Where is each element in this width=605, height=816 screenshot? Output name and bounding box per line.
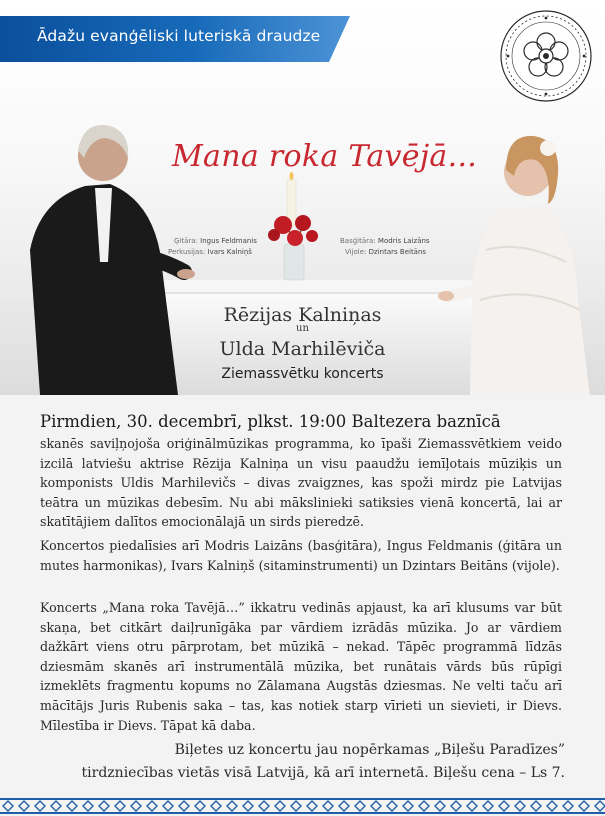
artist-name-2: Ulda Marhilēviča: [219, 338, 386, 360]
rose-rosette-emblem-icon: [498, 8, 594, 104]
concert-subtitle: Ziemassvētku koncerts: [221, 366, 384, 382]
ticket-info-line-2: tirdzniecības vietās visā Latvijā, kā arī internetā. Biļešu cena – Ls 7.: [81, 765, 565, 781]
credit-percussion: Perkusijas: Ivars Kalniņš: [168, 248, 252, 256]
paragraph-description: Koncerts „Mana roka Tavējā…” ikkatru vedinās apjaust, ka arī klusums var būt skaņa, bet citkārt daiļrunīgāka par vārdiem izrādās mūzika. Jo ar vārdiem dažkārt viens otru pārprotam, bet mūzikā – nekad. Tāpēc programmā līdzās dziesmām skanēs arī instrumentālā mūzika, bet runātais vārds būs rūpīgi izmeklēts fragmentu kopums no Zālamana Augstās dziesmas. Ne velti taču arī mācītājs Juris Rubenis saka – tas, kas notiek starp vīrieti un sievieti, ir Dievs. Mīlestība ir Dievs. Tāpat kā daba.: [40, 600, 562, 733]
organization-name: Ādažu evanģēliski luteriskā draudze: [37, 27, 321, 45]
credit-guitar: Ģitāra: Ingus Feldmanis: [174, 237, 257, 245]
folk-ornament-border: [0, 795, 605, 816]
poster-photo: [0, 0, 605, 395]
artist-name-1: Rēzijas Kalniņas: [223, 304, 382, 326]
ticket-info: [25, 739, 565, 785]
paragraph-performers: Koncertos piedalīsies arī Modris Laizāns (basģitāra), Ingus Feldmanis (ģitāra un mutes harmonikas), Ivars Kalniņš (sitaminstrumenti) un Dzintars Beitāns (vijole).: [40, 538, 562, 573]
paragraph-intro: skanēs saviļņojoša oriģinālmūzikas programma, ko īpaši Ziemassvētkiem veido izcilā latviešu aktrise Rēzija Kalniņa un visu paaudžu iemīļotais mūziķis un komponists Uldis Marhilevičs – divas zvaigznes, kas spoži mirdz pie Latvijas teātra un mūzikas debesīm. Nu abi mākslinieki satiksies vienā koncertā, lai ar skatītājiem dalītos emocionālajā un sirds pieredzē.: [40, 436, 562, 530]
ticket-info-line-1: Biļetes uz koncertu jau nopērkamas „Biļešu Paradīzes”: [174, 742, 565, 758]
artist-connector: un: [296, 323, 309, 334]
concert-title: Mana roka Tavējā...: [172, 139, 478, 174]
credit-bass: Basģitāra: Modris Laizāns: [340, 237, 430, 245]
event-headline: Pirmdien, 30. decembrī, plkst. 19:00 Baltezera baznīcā: [40, 412, 501, 431]
credit-violin: Vijole: Dzintars Beitāns: [345, 248, 427, 256]
